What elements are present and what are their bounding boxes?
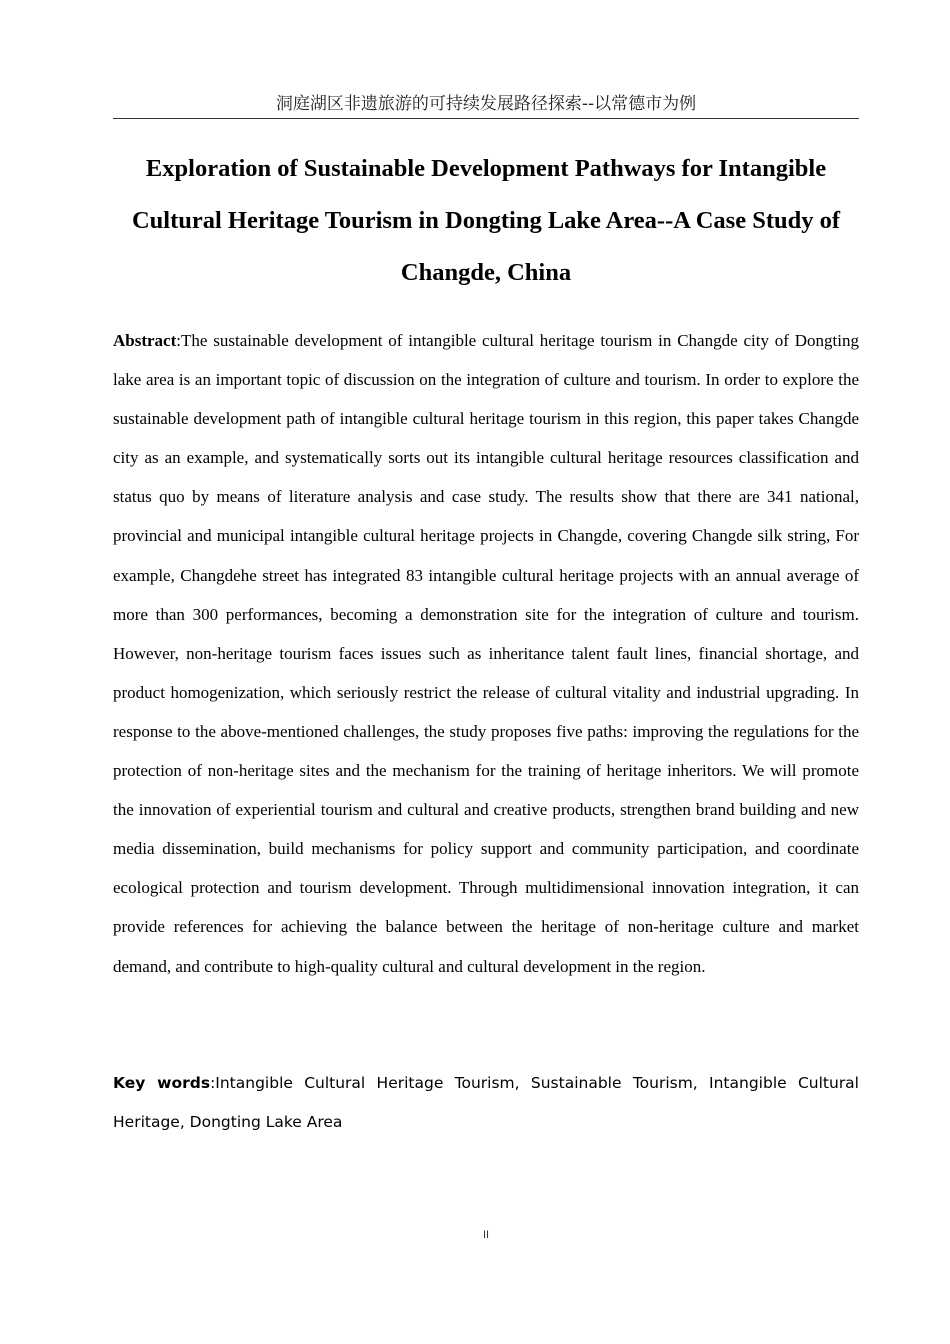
abstract-label: Abstract	[113, 331, 177, 350]
header-divider	[113, 118, 859, 119]
paper-title: Exploration of Sustainable Development Pathways for Intangible Cultural Heritage Tourism in Dongting Lake Area--A Case Study of Changde, China	[131, 155, 841, 286]
keywords-paragraph	[113, 1064, 859, 1142]
keywords-text: :Intangible Cultural Heritage Tourism, Sustainable Tourism, Intangible Cultural Heritage, Dongting Lake Area	[113, 1074, 859, 1131]
page-number: II	[482, 1229, 490, 1241]
document-page	[113, 0, 859, 1344]
abstract-text: :The sustainable development of intangible cultural heritage tourism in Changde city of Dongting lake area is an important topic of discussion on the integration of culture and tourism. In order to explore the sustainable development path of intangible cultural heritage tourism in this region, this paper takes Changde city as an example, and systematically sorts out its intangible cultural heritage resources classification and status quo by means of literature analysis and case study. The results show that there are 341 national, provincial and municipal intangible cultural heritage projects in Changde, covering Changde silk string, For example, Changdehe street has integrated 83 intangible cultural heritage projects with an annual average of more than 300 performances, becoming a demonstration site for the integration of culture and tourism. However, non-heritage tourism faces issues such as inheritance talent fault lines, financial shortage, and product homogenization, which seriously restrict the release of cultural vitality and industrial upgrading. In response to the above-mentioned challenges, the study proposes five paths: improving the regulations for the protection of non-heritage sites and the mechanism for the training of heritage inheritors. We will promote the innovation of experiential tourism and cultural and creative products, strengthen brand building and new media dissemination, build mechanisms for policy support and community participation, and coordinate ecological protection and tourism development. Through multidimensional innovation integration, it can provide references for achieving the balance between the heritage of non-heritage culture and market demand, and contribute to high-quality cultural and cultural development in the region.	[113, 331, 859, 976]
running-header: 洞庭湖区非遗旅游的可持续发展路径探索--以常德市为例	[275, 94, 697, 114]
keywords-label: Key words	[113, 1074, 211, 1092]
abstract-paragraph	[113, 321, 859, 986]
